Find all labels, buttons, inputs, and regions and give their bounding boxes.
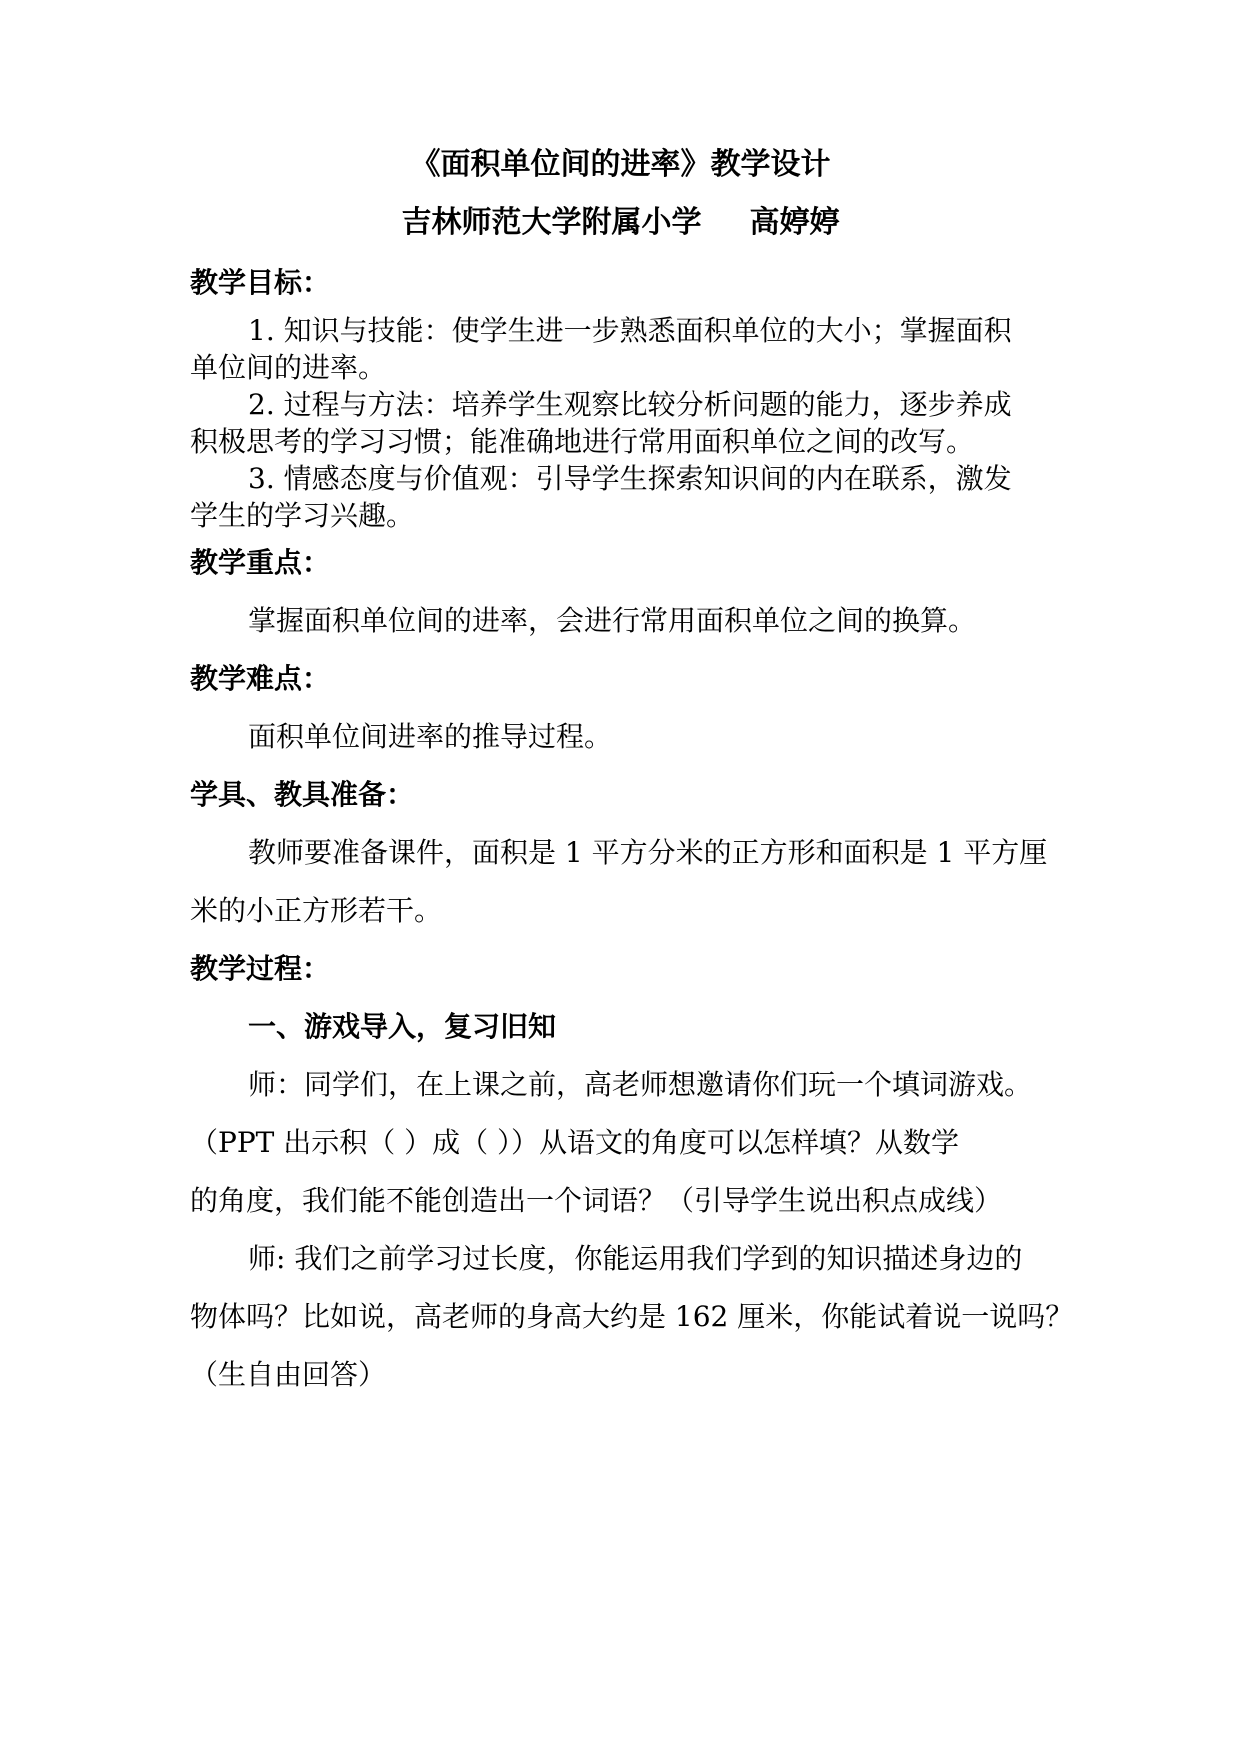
- materials-line-1: 教师要准备课件，面积是 1 平方分米的正方形和面积是 1 平方厘: [248, 836, 1048, 869]
- author-school: 吉林师范大学附属小学: [401, 205, 702, 240]
- step-1-heading: 一、游戏导入，复习旧知: [248, 1010, 557, 1043]
- goal-1-line-1: 1. 知识与技能：使学生进一步熟悉面积单位的大小；掌握面积: [248, 314, 1012, 347]
- paragraph-1-line-1: 师：同学们，在上课之前，高老师想邀请你们玩一个填词游戏。: [248, 1068, 1033, 1101]
- author-line: [0, 204, 1241, 242]
- key-point-text: 掌握面积单位间的进率，会进行常用面积单位之间的换算。: [248, 604, 977, 637]
- goal-2-line-1: 2. 过程与方法：培养学生观察比较分析问题的能力，逐步养成: [248, 388, 1012, 421]
- goal-1-line-2: 单位间的进率。: [190, 351, 387, 384]
- goals-heading: 教学目标：: [190, 266, 331, 299]
- goal-3-line-1: 3. 情感态度与价值观：引导学生探索知识间的内在联系，激发: [248, 462, 1012, 495]
- document-title: 《面积单位间的进率》教学设计: [410, 147, 831, 182]
- materials-line-2: 米的小正方形若干。: [190, 894, 443, 927]
- paragraph-2-line-3: （生自由回答）: [190, 1358, 387, 1391]
- goal-3-line-2: 学生的学习兴趣。: [190, 499, 415, 532]
- author-name: 高婷婷: [749, 205, 840, 240]
- materials-heading: 学具、教具准备：: [190, 778, 415, 811]
- paragraph-2-line-2: 物体吗？比如说，高老师的身高大约是 162 厘米，你能试着说一说吗？: [190, 1300, 1074, 1333]
- difficulty-text: 面积单位间进率的推导过程。: [248, 720, 613, 753]
- key-point-heading: 教学重点：: [190, 546, 331, 579]
- paragraph-2-line-1: 师: 我们之前学习过长度，你能运用我们学到的知识描述身边的: [248, 1242, 1023, 1275]
- goal-2-line-2: 积极思考的学习习惯；能准确地进行常用面积单位之间的改写。: [190, 425, 975, 458]
- paragraph-1-line-2: （PPT 出示积（ ）成（ ））从语文的角度可以怎样填？从数学: [190, 1126, 960, 1159]
- paragraph-1-line-3: 的角度，我们能不能创造出一个词语？（引导学生说出积点成线）: [190, 1184, 1003, 1217]
- difficulty-heading: 教学难点：: [190, 662, 331, 695]
- process-heading: 教学过程：: [190, 952, 331, 985]
